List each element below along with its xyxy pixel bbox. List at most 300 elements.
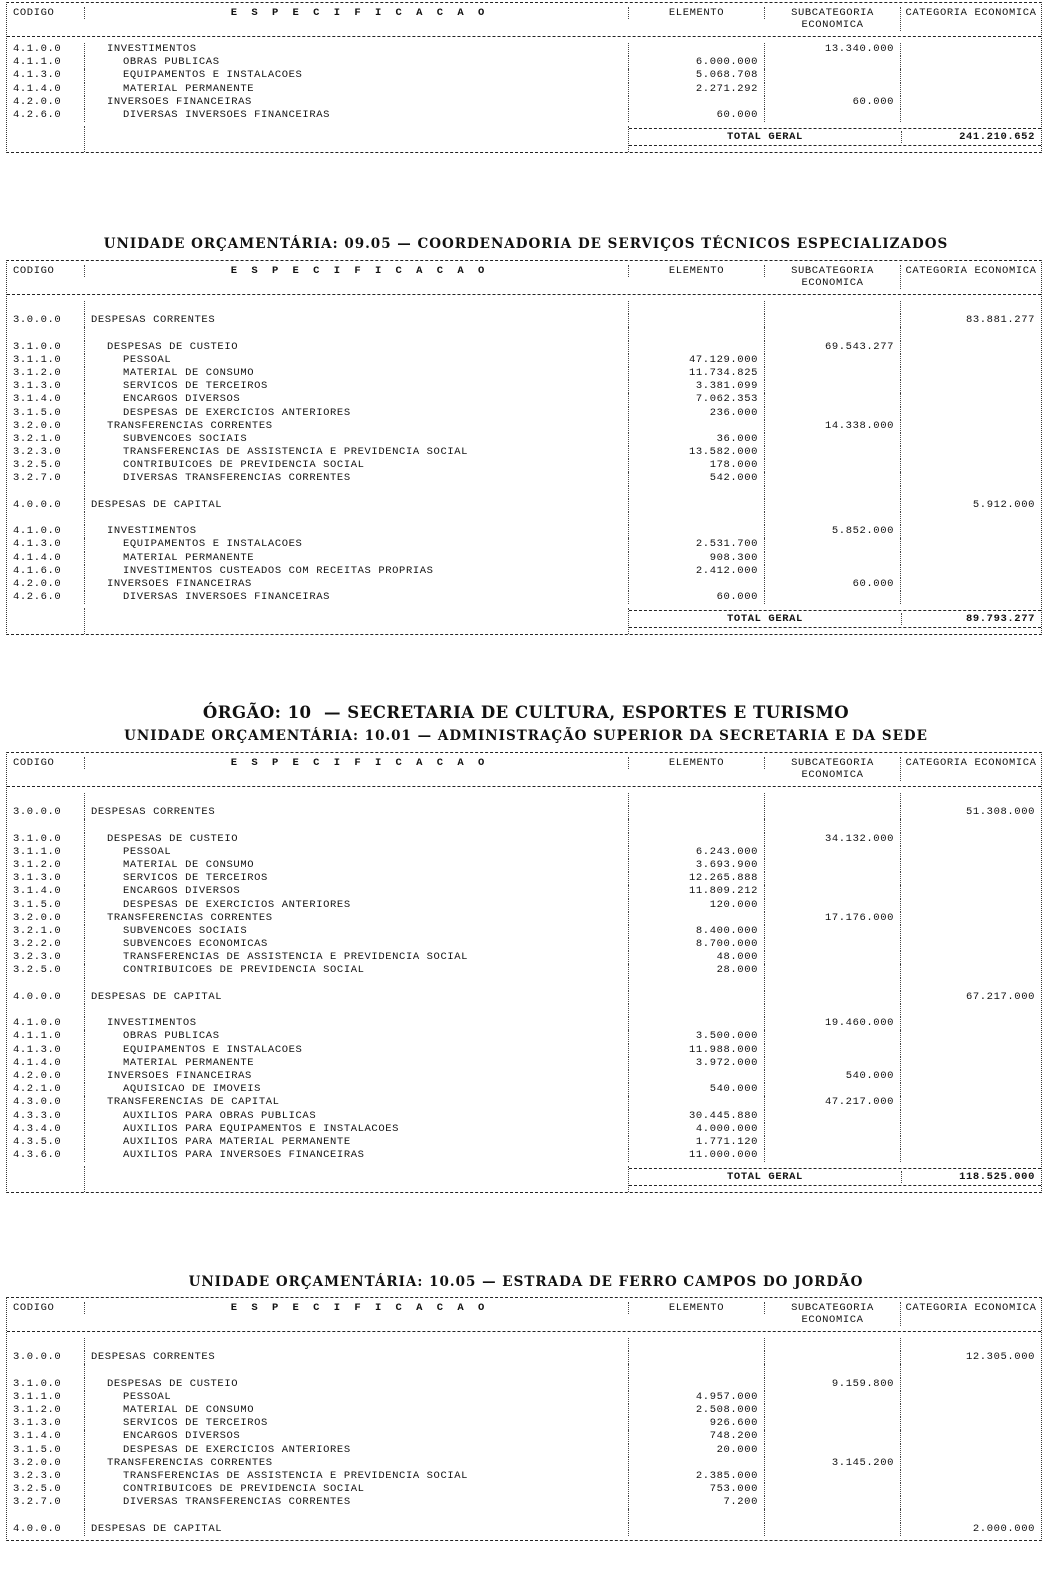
header-categoria: CATEGORIA ECONOMICA (905, 757, 1037, 769)
row-code: 4.1.3.0 (7, 538, 85, 551)
row-specification (85, 367, 629, 380)
table-row (7, 407, 1041, 420)
row-specification-text: ENCARGOS DIVERSOS (123, 885, 241, 898)
row-subcategoria-value (765, 591, 901, 604)
row-code: 3.1.5.0 (7, 1444, 85, 1457)
row-categoria-value: 5.912.000 (972, 498, 1035, 511)
table-row (7, 1096, 1041, 1109)
table-row (7, 1004, 1041, 1017)
row-elemento-value: 12.265.888 (629, 872, 765, 885)
row-code: 4.3.4.0 (7, 1123, 85, 1136)
row-subcategoria-value: 69.543.277 (765, 341, 901, 354)
row-specification (85, 538, 629, 551)
table-row (7, 1110, 1041, 1123)
total-geral-value: 89.793.277 (965, 613, 1035, 626)
row-elemento-value (629, 819, 765, 832)
row-code: 4.1.3.0 (7, 69, 85, 82)
header-codigo: CODIGO (7, 7, 85, 19)
row-subcategoria-value (765, 354, 901, 367)
row-code: 3.1.1.0 (7, 846, 85, 859)
row-categoria-value (901, 872, 1041, 885)
row-elemento-value: 4.957.000 (629, 1391, 765, 1404)
row-elemento-value (629, 1364, 765, 1377)
row-subcategoria-value (765, 512, 901, 525)
row-specification-text: OBRAS PUBLICAS (123, 56, 220, 69)
row-code: 4.1.3.0 (7, 1044, 85, 1057)
row-elemento-value: 753.000 (629, 1483, 765, 1496)
row-subcategoria-value (765, 1136, 901, 1149)
row-categoria-value (901, 420, 1041, 433)
row-specification-text: EQUIPAMENTOS E INSTALACOES (123, 1043, 303, 1056)
row-specification-text: DESPESAS DE CUSTEIO (107, 1377, 239, 1390)
total-row-spec-blank (85, 126, 629, 152)
row-specification-text: PESSOAL (123, 1390, 172, 1403)
table-row (7, 486, 1041, 499)
row-subcategoria-value (765, 964, 901, 977)
row-specification (85, 1136, 629, 1149)
row-subcategoria-value (765, 859, 901, 872)
row-code: 3.1.5.0 (7, 407, 85, 420)
row-elemento-value: 8.400.000 (629, 925, 765, 938)
table-row (7, 96, 1041, 109)
header-especificacao: E S P E C I F I C A C A O (85, 265, 629, 277)
table-row (7, 1404, 1041, 1417)
row-specification (85, 301, 629, 314)
unit-heading-10-05: UNIDADE ORÇAMENTÁRIA: 10.05 — ESTRADA DE FERRO CAMPOS DO JORDÃO (188, 1274, 864, 1290)
row-specification (85, 1123, 629, 1136)
row-categoria-value (901, 407, 1041, 420)
row-categoria-value (901, 859, 1041, 872)
row-code: 4.2.0.0 (7, 96, 85, 109)
row-subcategoria-value (765, 314, 901, 327)
row-elemento-value (629, 1096, 765, 1109)
row-categoria-value (901, 301, 1041, 314)
budget-table-1-section (6, 2, 1042, 153)
row-specification-text: TRANSFERENCIAS CORRENTES (107, 419, 273, 432)
header-subcategoria: SUBCATEGORIA ECONOMICA (765, 265, 901, 289)
row-code: 3.0.0.0 (7, 1351, 85, 1364)
row-categoria-value (901, 354, 1041, 367)
row-elemento-value (629, 833, 765, 846)
row-categoria-value (901, 1083, 1041, 1096)
row-code (7, 301, 85, 314)
table-row (7, 433, 1041, 446)
row-specification (85, 83, 629, 96)
row-subcategoria-value (765, 393, 901, 406)
row-subcategoria-value (765, 552, 901, 565)
row-code: 4.3.3.0 (7, 1110, 85, 1123)
row-code: 4.1.0.0 (7, 43, 85, 56)
row-specification (85, 833, 629, 846)
table-row (7, 1083, 1041, 1096)
row-code: 4.2.6.0 (7, 591, 85, 604)
table-row (7, 83, 1041, 96)
table-row (7, 367, 1041, 380)
total-box (629, 610, 1041, 628)
row-code: 4.1.4.0 (7, 83, 85, 96)
row-specification (85, 1457, 629, 1470)
header-especificacao: E S P E C I F I C A C A O (85, 757, 629, 769)
table-row (7, 578, 1041, 591)
row-specification (85, 912, 629, 925)
row-categoria-value (901, 591, 1041, 604)
table-row (7, 472, 1041, 485)
row-subcategoria-value (765, 407, 901, 420)
row-subcategoria-value (765, 872, 901, 885)
total-geral-label: TOTAL GERAL (629, 1171, 902, 1183)
table-row (7, 109, 1041, 122)
table-row (7, 1364, 1041, 1377)
row-categoria-value (901, 1444, 1041, 1457)
row-specification-text: DESPESAS DE CUSTEIO (107, 832, 239, 845)
row-specification (85, 56, 629, 69)
row-subcategoria-value (765, 1110, 901, 1123)
row-categoria-value (901, 96, 1041, 109)
budget-table (6, 260, 1042, 635)
row-elemento-value (629, 1338, 765, 1351)
row-specification-text: DESPESAS DE EXERCICIOS ANTERIORES (123, 406, 351, 419)
row-specification (85, 446, 629, 459)
row-elemento-value: 2.508.000 (629, 1404, 765, 1417)
row-elemento-value: 6.243.000 (629, 846, 765, 859)
row-subcategoria-value (765, 978, 901, 991)
row-specification-text: ENCARGOS DIVERSOS (123, 393, 241, 406)
row-subcategoria-value (765, 1351, 901, 1364)
row-subcategoria-value (765, 938, 901, 951)
row-code: 3.2.7.0 (7, 1496, 85, 1509)
row-categoria-value (901, 1457, 1041, 1470)
row-elemento-value (629, 991, 765, 1004)
row-subcategoria-value: 34.132.000 (765, 833, 901, 846)
row-code: 3.2.5.0 (7, 964, 85, 977)
table-row (7, 459, 1041, 472)
row-specification-text: CONTRIBUICOES DE PREVIDENCIA SOCIAL (123, 459, 365, 472)
row-specification (85, 1364, 629, 1377)
row-subcategoria-value (765, 327, 901, 340)
table-row (7, 327, 1041, 340)
row-code: 3.2.0.0 (7, 420, 85, 433)
row-elemento-value: 178.000 (629, 459, 765, 472)
row-elemento-value: 60.000 (629, 591, 765, 604)
row-specification (85, 793, 629, 806)
budget-table-09-05-section (6, 260, 1042, 635)
table-row (7, 1430, 1041, 1443)
row-elemento-value: 3.381.099 (629, 380, 765, 393)
unit-heading-09-05: UNIDADE ORÇAMENTÁRIA: 09.05 — COORDENADORIA DE SERVIÇOS TÉCNICOS ESPECIALIZADOS (103, 236, 949, 252)
row-code: 3.2.1.0 (7, 433, 85, 446)
row-elemento-value: 28.000 (629, 964, 765, 977)
row-elemento-value: 11.000.000 (629, 1149, 765, 1162)
row-code: 4.0.0.0 (7, 991, 85, 1004)
row-specification-text: DESPESAS DE EXERCICIOS ANTERIORES (123, 898, 351, 911)
header-elemento: ELEMENTO (629, 7, 765, 19)
row-categoria-value (901, 1110, 1041, 1123)
table-row (7, 819, 1041, 832)
row-specification (85, 938, 629, 951)
row-code: 3.1.3.0 (7, 1417, 85, 1430)
row-specification-text: EQUIPAMENTOS E INSTALACOES (123, 69, 303, 82)
row-specification (85, 407, 629, 420)
row-subcategoria-value (765, 1470, 901, 1483)
row-specification (85, 578, 629, 591)
row-specification-text: DESPESAS CORRENTES (91, 806, 216, 819)
header-elemento: ELEMENTO (629, 265, 765, 277)
row-code: 3.1.3.0 (7, 872, 85, 885)
row-specification (85, 991, 629, 1004)
table-row (7, 1149, 1041, 1162)
row-categoria-value (901, 1123, 1041, 1136)
row-categoria-value: 51.308.000 (965, 806, 1035, 819)
row-categoria-value (901, 1391, 1041, 1404)
row-categoria-value (901, 1483, 1041, 1496)
total-box (629, 1168, 1041, 1186)
table-row (7, 591, 1041, 604)
table-row (7, 1483, 1041, 1496)
row-subcategoria-value: 540.000 (765, 1070, 901, 1083)
row-elemento-value (629, 486, 765, 499)
row-categoria-value (901, 964, 1041, 977)
row-specification (85, 872, 629, 885)
row-categoria-value (901, 327, 1041, 340)
row-subcategoria-value (765, 793, 901, 806)
row-specification (85, 978, 629, 991)
row-subcategoria-value (765, 486, 901, 499)
row-code (7, 512, 85, 525)
row-subcategoria-value (765, 1509, 901, 1522)
table-row (7, 846, 1041, 859)
row-categoria-value (901, 925, 1041, 938)
row-specification (85, 859, 629, 872)
row-code (7, 793, 85, 806)
row-elemento-value: 748.200 (629, 1430, 765, 1443)
row-specification (85, 499, 629, 512)
header-categoria: CATEGORIA ECONOMICA (905, 265, 1037, 277)
row-categoria-value (901, 793, 1041, 806)
row-categoria-value (901, 109, 1041, 122)
row-categoria-value: 83.881.277 (965, 314, 1035, 327)
table-row (7, 1017, 1041, 1030)
row-specification-text: DIVERSAS TRANSFERENCIAS CORRENTES (123, 1496, 351, 1509)
row-specification (85, 1017, 629, 1030)
row-specification-text: INVESTIMENTOS CUSTEADOS COM RECEITAS PROPRIAS (123, 564, 434, 577)
row-code: 4.2.0.0 (7, 578, 85, 591)
header-especificacao: E S P E C I F I C A C A O (85, 1302, 629, 1314)
table-header (7, 1298, 1041, 1332)
row-categoria-value (901, 43, 1041, 56)
table-row (7, 1523, 1041, 1536)
row-categoria-value (901, 938, 1041, 951)
table-row (7, 1457, 1041, 1470)
row-subcategoria-value (765, 951, 901, 964)
row-categoria-value (901, 341, 1041, 354)
row-categoria-value: 67.217.000 (965, 990, 1035, 1003)
row-elemento-value (629, 1351, 765, 1364)
row-specification (85, 925, 629, 938)
row-code: 3.1.5.0 (7, 899, 85, 912)
row-specification (85, 109, 629, 122)
row-specification (85, 1417, 629, 1430)
row-categoria-value (901, 525, 1041, 538)
table-header (7, 753, 1041, 787)
table-row (7, 1509, 1041, 1522)
row-elemento-value (629, 43, 765, 56)
row-elemento-value (629, 1017, 765, 1030)
row-specification (85, 819, 629, 832)
header-categoria: CATEGORIA ECONOMICA (905, 1302, 1037, 1314)
row-subcategoria-value: 13.340.000 (765, 43, 901, 56)
row-specification (85, 1096, 629, 1109)
row-specification-text: MATERIAL DE CONSUMO (123, 858, 255, 871)
total-geral-value: 241.210.652 (959, 131, 1035, 144)
row-specification (85, 591, 629, 604)
row-elemento-value: 908.300 (629, 552, 765, 565)
table-row (7, 1417, 1041, 1430)
row-elemento-value: 11.809.212 (629, 885, 765, 898)
table-row (7, 885, 1041, 898)
row-specification-text: SERVICOS DE TERCEIROS (123, 380, 268, 393)
row-categoria-value (901, 538, 1041, 551)
row-specification (85, 885, 629, 898)
table-row (7, 565, 1041, 578)
row-categoria-value (901, 951, 1041, 964)
row-specification (85, 1378, 629, 1391)
row-elemento-value: 11.734.825 (629, 367, 765, 380)
table-row (7, 1391, 1041, 1404)
row-code (7, 1509, 85, 1522)
row-categoria-value (901, 885, 1041, 898)
row-specification-text: AUXILIOS PARA EQUIPAMENTOS E INSTALACOES (123, 1122, 400, 1135)
row-code: 4.1.0.0 (7, 1017, 85, 1030)
row-categoria-value (901, 1096, 1041, 1109)
row-code (7, 1338, 85, 1351)
row-specification (85, 341, 629, 354)
row-specification-text: SUBVENCOES SOCIAIS (123, 432, 248, 445)
row-code: 3.2.3.0 (7, 951, 85, 964)
row-code: 4.1.1.0 (7, 1030, 85, 1043)
row-categoria-value (901, 446, 1041, 459)
row-categoria-value (901, 367, 1041, 380)
row-subcategoria-value (765, 380, 901, 393)
row-code: 3.1.0.0 (7, 833, 85, 846)
row-subcategoria-value (765, 1523, 901, 1536)
row-subcategoria-value (765, 499, 901, 512)
total-row-spec-blank (85, 1166, 629, 1192)
table-row (7, 1044, 1041, 1057)
header-codigo: CODIGO (7, 265, 85, 277)
row-code: 3.1.1.0 (7, 354, 85, 367)
table-row (7, 1057, 1041, 1070)
table-row (7, 499, 1041, 512)
row-categoria-value (901, 1404, 1041, 1417)
row-elemento-value: 5.068.708 (629, 69, 765, 82)
row-categoria-value (901, 1430, 1041, 1443)
row-categoria-value (901, 1338, 1041, 1351)
row-code: 3.1.3.0 (7, 380, 85, 393)
table-body (7, 37, 1041, 126)
unit-heading-10-01: UNIDADE ORÇAMENTÁRIA: 10.01 — ADMINISTRAÇÃO SUPERIOR DA SECRETARIA E DA SEDE (124, 728, 928, 744)
row-specification-text: AUXILIOS PARA INVERSOES FINANCEIRAS (123, 1149, 365, 1162)
table-row (7, 314, 1041, 327)
row-elemento-value: 7.062.353 (629, 393, 765, 406)
row-categoria-value (901, 486, 1041, 499)
table-row (7, 1444, 1041, 1457)
row-specification (85, 433, 629, 446)
table-row (7, 793, 1041, 806)
row-code: 4.1.0.0 (7, 525, 85, 538)
row-code: 4.2.6.0 (7, 109, 85, 122)
row-categoria-value (901, 393, 1041, 406)
row-specification-text: INVERSOES FINANCEIRAS (107, 95, 252, 108)
row-subcategoria-value (765, 1123, 901, 1136)
row-categoria-value (901, 1149, 1041, 1162)
row-elemento-value (629, 1457, 765, 1470)
row-code: 3.1.4.0 (7, 393, 85, 406)
row-specification (85, 314, 629, 327)
row-elemento-value (629, 912, 765, 925)
row-subcategoria-value: 19.460.000 (765, 1017, 901, 1030)
row-specification (85, 327, 629, 340)
row-code: 3.1.4.0 (7, 885, 85, 898)
row-categoria-value (901, 1070, 1041, 1083)
row-code: 4.1.1.0 (7, 56, 85, 69)
row-specification (85, 420, 629, 433)
table-row (7, 354, 1041, 367)
header-codigo: CODIGO (7, 757, 85, 769)
row-elemento-value: 11.988.000 (629, 1044, 765, 1057)
row-code: 4.0.0.0 (7, 499, 85, 512)
row-elemento-value: 120.000 (629, 899, 765, 912)
row-specification-text: SERVICOS DE TERCEIROS (123, 872, 268, 885)
row-subcategoria-value: 60.000 (765, 96, 901, 109)
row-specification-text: PESSOAL (123, 845, 172, 858)
row-categoria-value (901, 565, 1041, 578)
row-specification-text: DESPESAS CORRENTES (91, 314, 216, 327)
row-subcategoria-value (765, 433, 901, 446)
row-categoria-value (901, 1364, 1041, 1377)
row-elemento-value: 3.500.000 (629, 1030, 765, 1043)
table-row (7, 1123, 1041, 1136)
row-elemento-value: 2.271.292 (629, 83, 765, 96)
budget-table (6, 2, 1042, 153)
row-specification-text: TRANSFERENCIAS CORRENTES (107, 1456, 273, 1469)
row-specification (85, 380, 629, 393)
table-row (7, 301, 1041, 314)
row-elemento-value: 4.000.000 (629, 1123, 765, 1136)
total-row (7, 608, 1041, 634)
total-row (7, 1166, 1041, 1192)
row-subcategoria-value (765, 885, 901, 898)
table-row (7, 806, 1041, 819)
row-categoria-value (901, 912, 1041, 925)
row-subcategoria-value: 5.852.000 (765, 525, 901, 538)
table-row (7, 1496, 1041, 1509)
row-code: 3.2.7.0 (7, 472, 85, 485)
row-subcategoria-value (765, 1083, 901, 1096)
row-categoria-value (901, 1030, 1041, 1043)
row-subcategoria-value (765, 1030, 901, 1043)
row-specification (85, 393, 629, 406)
row-specification-text: CONTRIBUICOES DE PREVIDENCIA SOCIAL (123, 964, 365, 977)
row-elemento-value (629, 1523, 765, 1536)
row-code: 3.2.0.0 (7, 912, 85, 925)
budget-table (6, 1297, 1042, 1541)
row-categoria-value (901, 1017, 1041, 1030)
table-row (7, 552, 1041, 565)
row-subcategoria-value (765, 806, 901, 819)
row-subcategoria-value (765, 565, 901, 578)
row-specification-text: DESPESAS DE CAPITAL (91, 1522, 223, 1535)
row-specification-text: PESSOAL (123, 353, 172, 366)
